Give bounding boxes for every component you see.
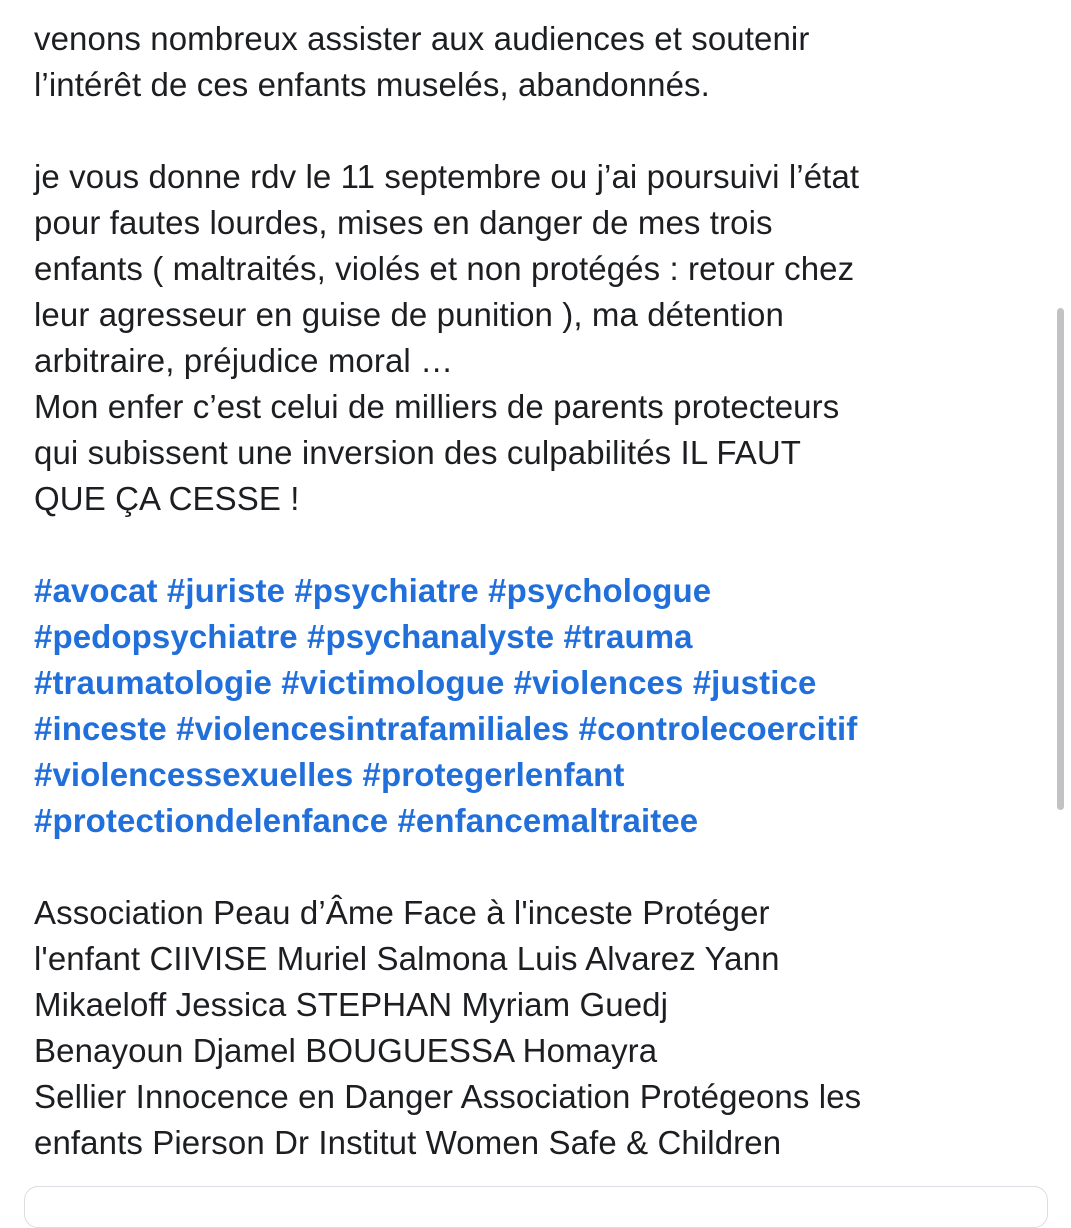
post-paragraph-main xyxy=(34,154,1044,522)
mention-line: Mikaeloff Jessica STEPHAN Myriam Guedj xyxy=(34,986,669,1023)
post-text-line: Mon enfer c’est celui de milliers de parents protecteurs xyxy=(34,388,840,425)
hashtag-line[interactable]: #protectiondelenfance #enfancemaltraitee xyxy=(34,802,699,839)
paragraph-gap xyxy=(34,108,1044,154)
post-text-line: leur agresseur en guise de punition ), ma détention xyxy=(34,296,784,333)
post-text-line: QUE ÇA CESSE ! xyxy=(34,480,300,517)
paragraph-gap xyxy=(34,522,1044,568)
mention-line: Association Peau d’Âme Face à l'inceste Protéger xyxy=(34,894,770,931)
hashtag-line[interactable]: #violencessexuelles #protegerlenfant xyxy=(34,756,625,793)
post-text-line: arbitraire, préjudice moral … xyxy=(34,342,454,379)
post-text-line: pour fautes lourdes, mises en danger de mes trois xyxy=(34,204,773,241)
hashtag-line[interactable]: #pedopsychiatre #psychanalyste #trauma xyxy=(34,618,693,655)
paragraph-gap xyxy=(34,844,1044,890)
scrollbar-thumb[interactable] xyxy=(1057,308,1064,810)
hashtag-line[interactable]: #traumatologie #victimologue #violences #justice xyxy=(34,664,817,701)
post-text-line: qui subissent une inversion des culpabilités IL FAUT xyxy=(34,434,802,471)
post-body xyxy=(34,16,1044,1166)
post-text-line: venons nombreux assister aux audiences et soutenir xyxy=(34,20,810,57)
mention-line: Sellier Innocence en Danger Association Protégeons les xyxy=(34,1078,862,1115)
mention-line: Benayoun Djamel BOUGUESSA Homayra xyxy=(34,1032,658,1069)
hashtag-line[interactable]: #avocat #juriste #psychiatre #psychologue xyxy=(34,572,712,609)
post-text-line: l’intérêt de ces enfants muselés, abandonnés. xyxy=(34,66,710,103)
comment-box[interactable] xyxy=(24,1186,1048,1228)
mentions-block xyxy=(34,890,1044,1166)
mention-line: enfants Pierson Dr Institut Women Safe & Children xyxy=(34,1124,782,1161)
mention-line: l'enfant CIIVISE Muriel Salmona Luis Alvarez Yann xyxy=(34,940,780,977)
post-text-line: je vous donne rdv le 11 septembre ou j’ai poursuivi l’état xyxy=(34,158,860,195)
post-paragraph-intro xyxy=(34,16,1044,108)
post-text-line: enfants ( maltraités, violés et non protégés : retour chez xyxy=(34,250,855,287)
hashtag-line[interactable]: #inceste #violencesintrafamiliales #controlecoercitif xyxy=(34,710,858,747)
hashtag-block xyxy=(34,568,1044,844)
